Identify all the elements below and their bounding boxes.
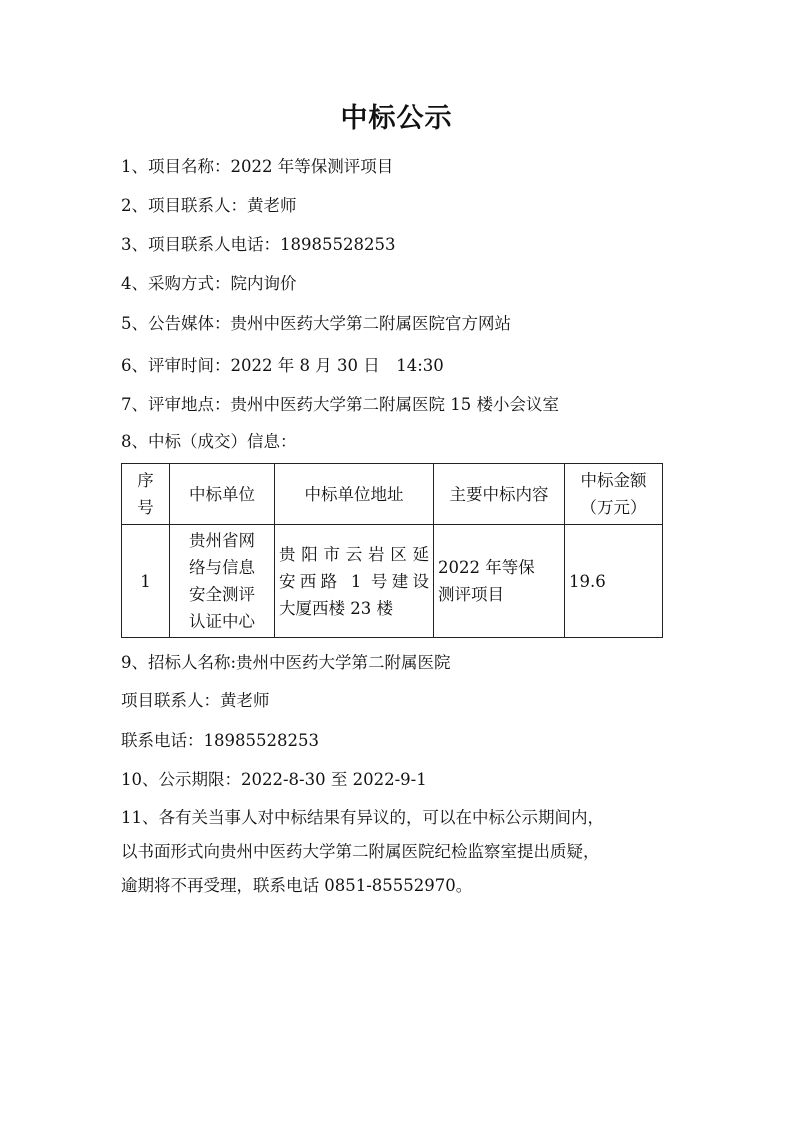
cell-amount: 19.6: [565, 525, 663, 638]
item-project-contact: 2、项目联系人：黄老师: [121, 196, 297, 215]
item-procurement-method: 4、采购方式：院内询价: [121, 274, 297, 293]
item-review-location: 7、评审地点：贵州中医药大学第二附属医院 15 楼小会议室: [121, 395, 559, 414]
cell-content: 2022 年等保 测评项目: [434, 525, 565, 638]
item-contact-phone: 3、项目联系人电话：18985528253: [121, 235, 396, 254]
project-contact: 项目联系人：黄老师: [121, 691, 270, 710]
item-project-name: 1、项目名称：2022 年等保测评项目: [121, 157, 394, 176]
award-table: [121, 463, 663, 638]
header-address: 中标单位地址: [275, 464, 434, 525]
table-row: [122, 525, 663, 638]
item-tenderer-name: 9、招标人名称:贵州中医药大学第二附属医院: [121, 653, 451, 672]
header-content: 主要中标内容: [434, 464, 565, 525]
header-seq: 序 号: [122, 464, 170, 525]
cell-unit: 贵州省网 络与信息 安全测评 认证中心: [170, 525, 275, 638]
cell-seq: 1: [122, 525, 170, 638]
header-amount: 中标金额 （万元）: [565, 464, 663, 525]
objection-line-3: 逾期将不再受理，联系电话 0851-85552970。: [121, 876, 473, 895]
item-publicity-period: 10、公示期限：2022-8-30 至 2022-9-1: [121, 770, 427, 789]
objection-line-2: 以书面形式向贵州中医药大学第二附属医院纪检监察室提出质疑，: [121, 842, 600, 861]
table-header-row: [122, 464, 663, 525]
objection-line-1: 11、各有关当事人对中标结果有异议的，可以在中标公示期间内，: [121, 808, 604, 827]
page-title: 中标公示: [340, 103, 453, 134]
header-unit: 中标单位: [170, 464, 275, 525]
item-review-time: 6、评审时间：2022 年 8 月 30 日 14:30: [121, 356, 444, 375]
contact-phone: 联系电话：18985528253: [121, 731, 319, 750]
item-objection-notice: [121, 801, 666, 903]
item-award-info: 8、中标（成交）信息：: [121, 432, 297, 451]
cell-address: 贵阳市云岩区延 安西路 1 号建设 大厦西楼 23 楼: [275, 525, 434, 638]
item-announcement-media: 5、公告媒体：贵州中医药大学第二附属医院官方网站: [121, 314, 511, 333]
